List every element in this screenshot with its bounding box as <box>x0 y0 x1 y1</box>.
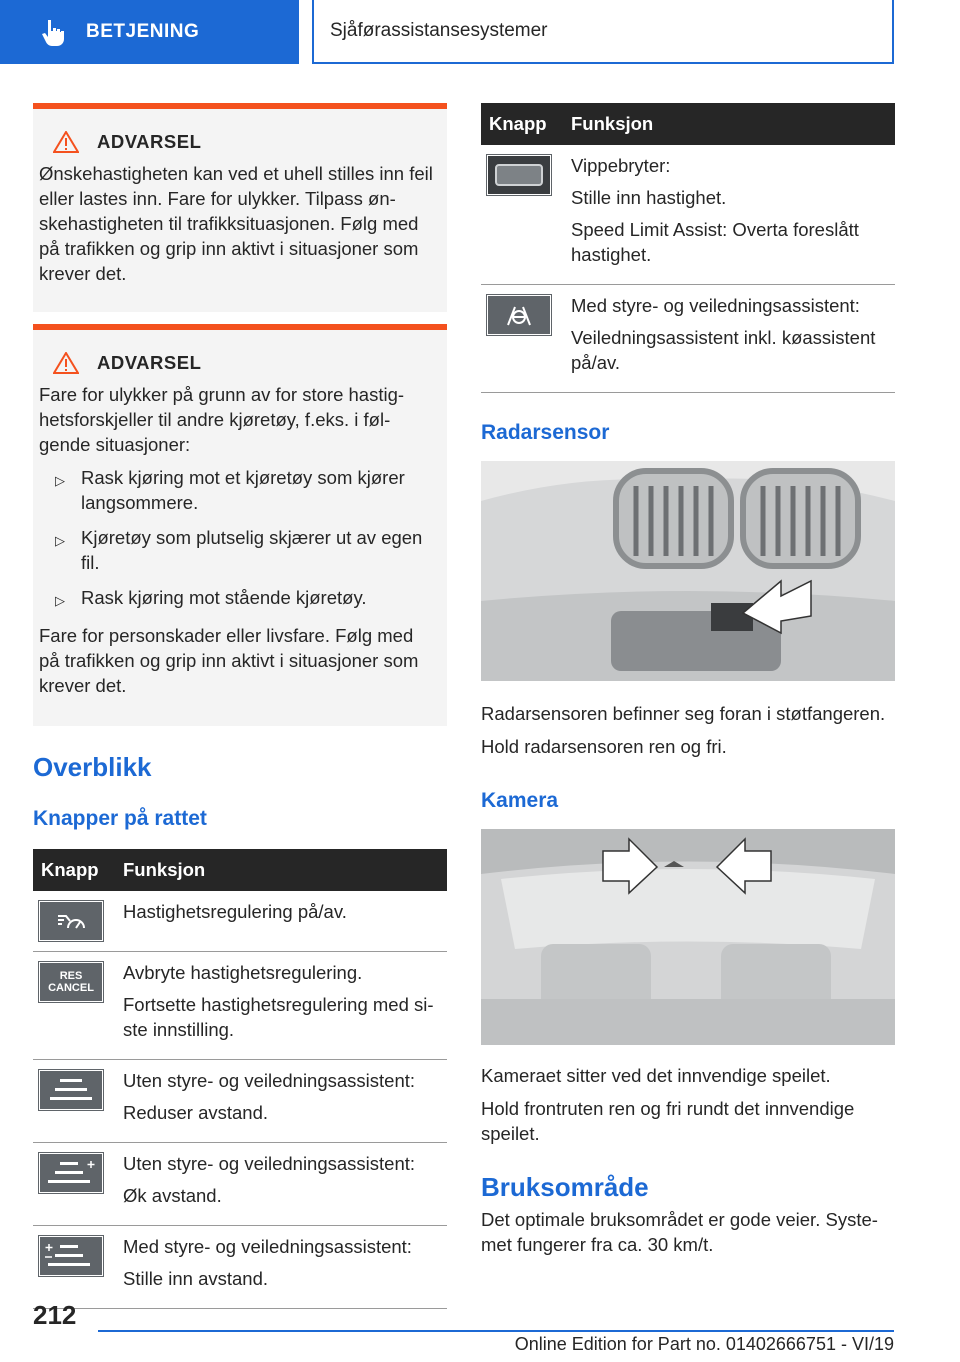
steering-assist-icon <box>487 295 551 335</box>
hand-pointer-icon <box>40 18 66 46</box>
radar-text: Hold radarsensoren ren og fri. <box>481 736 727 757</box>
edition-note: Online Edition for Part no. 01402666751 - VI/19 <box>514 1334 894 1354</box>
table-row: Uten styre- og veiledningsassistent: Reduser avstand. <box>33 1060 447 1143</box>
camera-image <box>481 829 895 1045</box>
table-row: Vippebryter: Stille inn hastighet. Speed Limit Assist: Overta foreslått hastighet. <box>481 145 895 285</box>
distance-decrease-icon <box>39 1070 103 1110</box>
button-table <box>481 103 895 393</box>
rocker-switch-icon <box>487 155 551 195</box>
cruise-control-icon <box>39 901 103 941</box>
table-row: Uten styre- og veiledningsassistent: Øk avstand. <box>33 1143 447 1226</box>
section-heading: Bruksområde <box>481 1172 649 1202</box>
warning-title: ADVARSEL <box>53 352 435 374</box>
res-cancel-icon: RES CANCEL <box>39 962 103 1002</box>
list-item: ▷ Rask kjøring mot et kjøretøy som kjører langsommere. <box>55 467 405 513</box>
table-row: Med styre- og veiledningsassistent: Stille inn avstand. <box>33 1226 447 1309</box>
warning-outro: Fare for personskader eller livsfare. Følg med på trafikken og grip inn aktivt i situasjoner som krever det. <box>39 625 419 696</box>
list-item: ▷ Rask kjøring mot stående kjøretøy. <box>55 587 367 608</box>
table-row: RES CANCEL Avbryte hastighetsregulering. Fortsette hastighetsregulering med si-ste innstilling. <box>33 952 447 1060</box>
column-header: Knapp <box>481 103 563 145</box>
warning-box <box>33 103 447 312</box>
distance-set-icon <box>39 1236 103 1276</box>
radar-text: Radarsensoren befinner seg foran i støtfangeren. <box>481 703 886 724</box>
table-row: Med styre- og veiledningsassistent: Veiledningsassistent inkl. køassistent på/av. <box>481 285 895 393</box>
camera-text: Hold frontruten ren og fri rundt det innvendige speilet. <box>481 1098 855 1144</box>
page-number: 212 <box>33 1300 77 1330</box>
right-column <box>481 103 895 1265</box>
sub-heading: Knapper på rattet <box>33 807 207 830</box>
table-row: Hastighetsregulering på/av. <box>33 891 447 952</box>
warning-triangle-icon <box>53 352 79 374</box>
usage-text: Det optimale bruksområdet er gode veier. Syste-met fungerer fra ca. 30 km/t. <box>481 1209 878 1255</box>
section-heading: Overblikk <box>33 752 152 782</box>
column-header: Funksjon <box>563 103 895 145</box>
radar-sensor-image <box>481 461 895 681</box>
column-header: Funksjon <box>115 849 447 891</box>
footer-divider <box>98 1330 894 1332</box>
button-table <box>33 849 447 1309</box>
distance-increase-icon <box>39 1153 103 1193</box>
sub-heading: Kamera <box>481 789 559 812</box>
warning-list <box>39 465 435 613</box>
warning-triangle-icon <box>53 131 79 153</box>
warning-box <box>33 324 447 726</box>
section-tab[interactable] <box>0 0 299 64</box>
column-header: Knapp <box>33 849 115 891</box>
chapter-title: Sjåførassistansesystemer <box>312 0 894 64</box>
warning-text: Ønskehastigheten kan ved et uhell stilles inn feil eller lastes inn. Fare for ulykker. Tilpass øn-skehastigheten til trafikksituasjonen. Følg med på trafikken og grip inn aktivt i situasjoner som krever det. <box>39 163 433 284</box>
list-item: ▷ Kjøretøy som plutselig skjærer ut av egen fil. <box>55 527 423 573</box>
left-column <box>33 103 447 1309</box>
section-label: BETJENING <box>86 21 200 42</box>
warning-title: ADVARSEL <box>53 131 435 153</box>
sub-heading: Radarsensor <box>481 421 610 444</box>
warning-intro: Fare for ulykker på grunn av for store hastig-hetsforskjeller til andre kjøretøy, f.eks. i føl-gende situasjoner: <box>39 384 405 455</box>
camera-text: Kameraet sitter ved det innvendige speilet. <box>481 1065 831 1086</box>
